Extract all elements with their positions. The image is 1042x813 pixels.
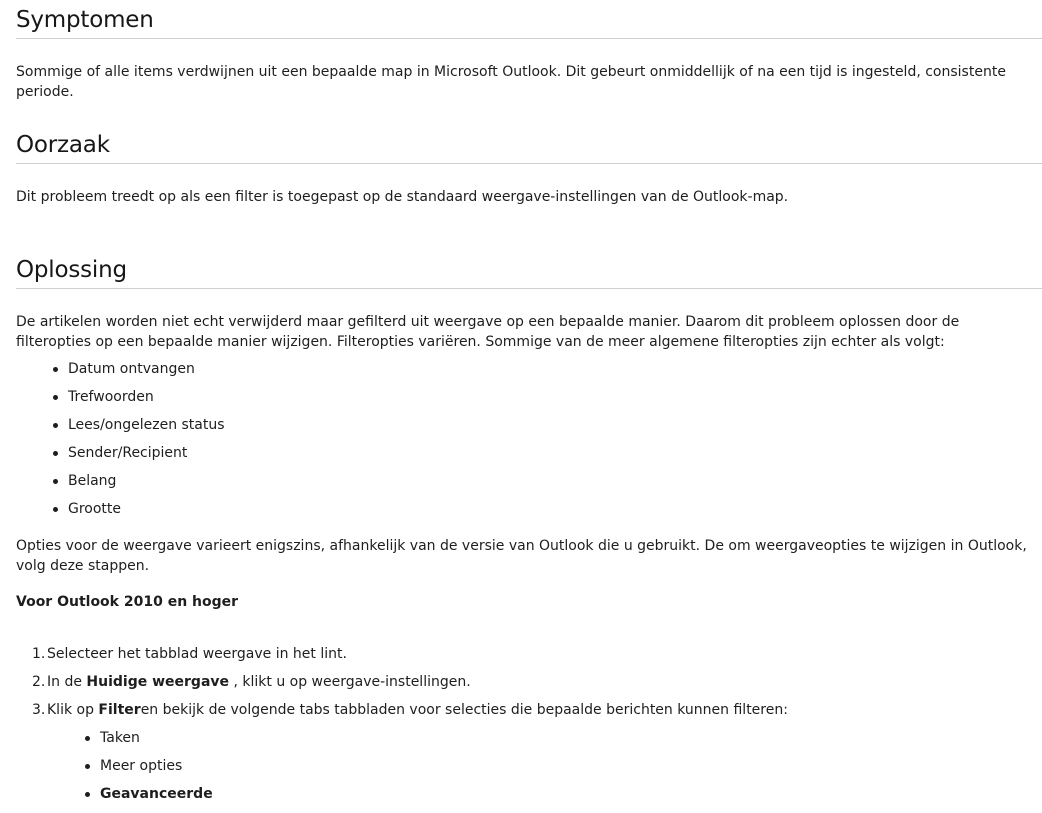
step-number: 1. xyxy=(32,646,46,662)
step-text-post: , klikt u op weergave-instellingen. xyxy=(229,674,471,690)
tabs-list xyxy=(82,728,213,812)
heading-symptomen: Symptomen xyxy=(16,5,1042,39)
heading-oplossing: Oplossing xyxy=(16,255,1042,289)
steps-list xyxy=(32,644,788,728)
step-text-pre: In de xyxy=(47,674,87,690)
list-item xyxy=(82,784,213,812)
list-item: Sender/Recipient xyxy=(50,443,225,471)
list-item: Trefwoorden xyxy=(50,387,225,415)
step-text: Selecteer het tabblad weergave in het lint. xyxy=(47,646,347,662)
list-item: Meer opties xyxy=(82,756,213,784)
step-1 xyxy=(32,644,788,672)
step-number: 2. xyxy=(32,674,46,690)
list-item: Grootte xyxy=(50,499,225,527)
heading-oorzaak: Oorzaak xyxy=(16,130,1042,164)
oorzaak-text: Dit probleem treedt op als een filter is toegepast op de standaard weergave-instellingen van de Outlook-map. xyxy=(16,189,789,205)
list-item: Lees/ongelezen status xyxy=(50,415,225,443)
oplossing-intro: De artikelen worden niet echt verwijderd maar gefilterd uit weergave op een bepaalde manier. Daarom dit probleem oplossen door de filteropties op een bepaalde manier wijzigen. Filteropties variëren. Sommige van de meer algemene filteropties zijn echter als volgt: xyxy=(16,314,960,350)
list-item: Taken xyxy=(82,728,213,756)
list-item-bold: Geavanceerde xyxy=(100,786,213,802)
outlook-2010-subheading: Voor Outlook 2010 en hoger xyxy=(16,594,239,610)
filter-options-list xyxy=(50,359,225,527)
step-text-bold: Huidige weergave xyxy=(86,674,230,690)
step-text-post: en bekijk de volgende tabs tabbladen voor selecties die bepaalde berichten kunnen filteren: xyxy=(140,702,788,718)
step-text-bold: Filter xyxy=(98,702,141,718)
symptomen-text: Sommige of alle items verdwijnen uit een bepaalde map in Microsoft Outlook. Dit gebeurt onmiddellijk of na een tijd is ingesteld, consistente periode. xyxy=(16,64,1006,100)
step-number: 3. xyxy=(32,702,46,718)
list-item: Datum ontvangen xyxy=(50,359,225,387)
step-text-pre: Klik op xyxy=(47,702,99,718)
view-options-text: Opties voor de weergave varieert enigszins, afhankelijk van de versie van Outlook die u gebruikt. De om weergaveopties te wijzigen in Outlook, volg deze stappen. xyxy=(16,538,1027,574)
step-2 xyxy=(32,672,788,700)
step-3 xyxy=(32,700,788,728)
list-item: Belang xyxy=(50,471,225,499)
